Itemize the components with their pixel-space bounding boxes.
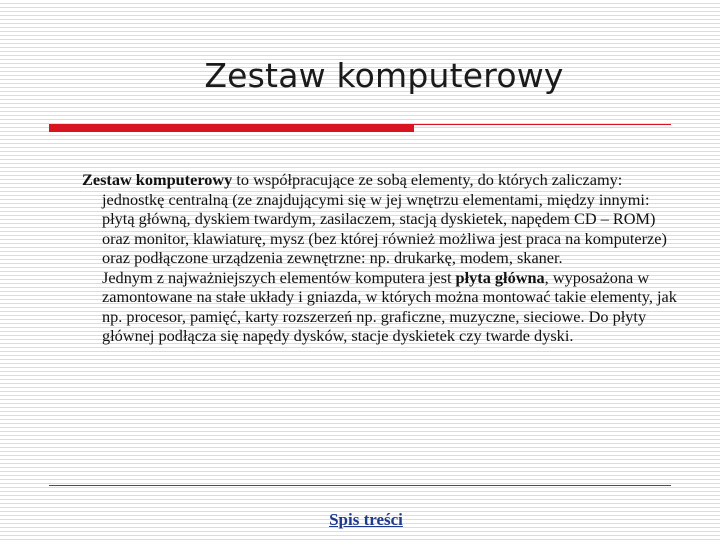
paragraph-definition-text: to współpracujące ze sobą elementy, do których zaliczamy: jednostkę centralną (ze znajdującymi się w jej wnętrzu elementami, między innymi: płytą główną, dyskiem twardym, zasilaczem, stacją dyskietek, napędem CD – ROM) oraz monitor, klawiaturę, mysz (bez której również możliwa jest praca na komputerze) oraz podłączone urządzenia zewnętrzne: np. drukarkę, modem, skaner. (102, 170, 667, 267)
paragraph-motherboard-text-after: , wyposażona w zamontowane na stałe układy i gniazda, w których można montować takie elementy, jak np. procesor, pamięć, karty rozszerzeń np. graficzne, muzyczne, sieciowe. Do płyty głównej podłącza się napędy dysków, stacje dyskietek czy twarde dyski. (102, 267, 677, 345)
title-underline-thin (414, 124, 671, 125)
paragraph-motherboard-text-before: Jednym z najważniejszych elementów komputera jest (102, 267, 456, 287)
table-of-contents-link[interactable]: Spis treści (329, 510, 403, 529)
paragraph-definition (82, 170, 682, 268)
slide-body (82, 170, 682, 346)
paragraph-motherboard (102, 268, 682, 346)
term-zestaw-komputerowy: Zestaw komputerowy (82, 170, 233, 189)
slide-title: Zestaw komputerowy (204, 56, 564, 95)
footer-divider (49, 485, 671, 486)
title-underline-thick (49, 124, 414, 132)
term-plyta-glowna: płyta główna (455, 267, 545, 287)
